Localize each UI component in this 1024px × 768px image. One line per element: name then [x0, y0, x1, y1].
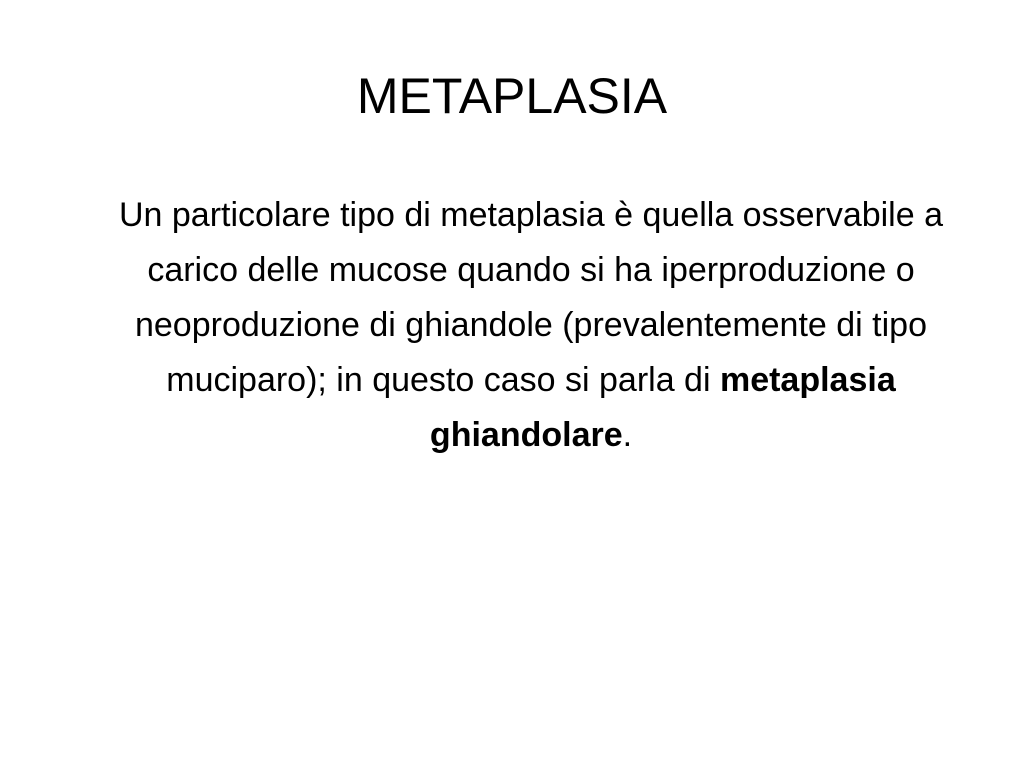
slide-body-paragraph — [92, 188, 970, 463]
body-text: Un particolare tipo di metaplasia è quella osservabile a carico delle mucose quando si ha iperproduzione o neoproduzione di ghiandole (prevalentemente di tipo muciparo); in questo caso si parla di — [118, 196, 944, 399]
body-emphasis: metaplasia ghiandolare — [429, 361, 896, 454]
body-text-end: . — [622, 416, 633, 454]
slide-title: METAPLASIA — [356, 68, 668, 124]
